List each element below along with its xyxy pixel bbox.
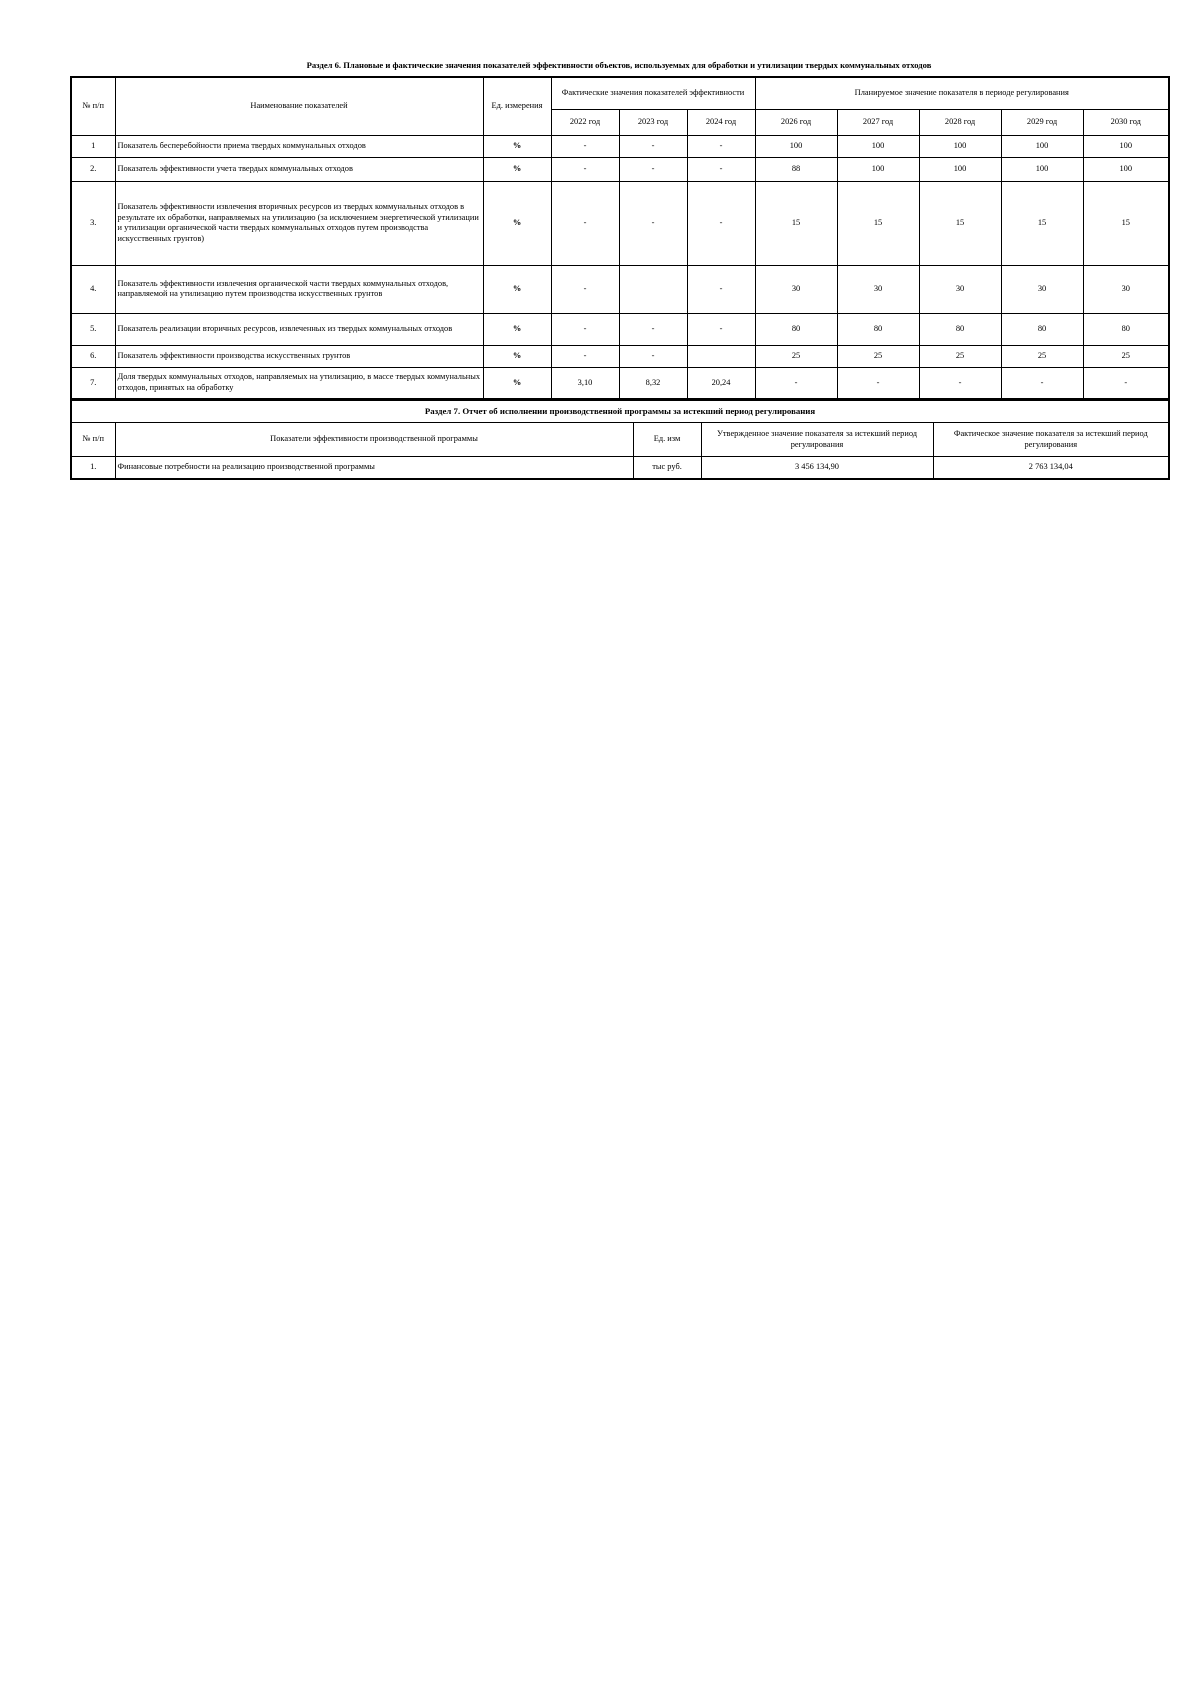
row-value xyxy=(687,345,755,367)
row-name: Финансовые потребности на реализацию производственной программы xyxy=(115,457,633,479)
row-value: - xyxy=(687,135,755,157)
header-actual: Фактическое значение показателя за истекший период регулирования xyxy=(933,423,1169,457)
row-value: - xyxy=(919,367,1001,399)
header-unit: Ед. изм xyxy=(633,423,701,457)
header-year: 2023 год xyxy=(619,109,687,135)
row-value: 100 xyxy=(755,135,837,157)
table-row xyxy=(71,265,1169,313)
row-value: 100 xyxy=(1001,135,1083,157)
row-value: 100 xyxy=(1083,157,1169,181)
row-value: 80 xyxy=(837,313,919,345)
row-unit: тыс руб. xyxy=(633,457,701,479)
row-value: 100 xyxy=(1001,157,1083,181)
row-name: Показатель эффективности производства искусственных грунтов xyxy=(115,345,483,367)
row-value: - xyxy=(551,313,619,345)
section7-title-row xyxy=(71,401,1169,423)
row-num: 1 xyxy=(71,135,115,157)
section7-title: Раздел 7. Отчет об исполнении производственной программы за истекший период регулирования xyxy=(71,401,1169,423)
section7-header-row xyxy=(71,423,1169,457)
row-value: - xyxy=(619,345,687,367)
row-num: 1. xyxy=(71,457,115,479)
row-value: - xyxy=(1083,367,1169,399)
row-value: - xyxy=(551,135,619,157)
row-value: - xyxy=(1001,367,1083,399)
row-value: 100 xyxy=(919,135,1001,157)
row-name: Показатель эффективности извлечения органической части твердых коммунальных отходов, направляемой на утилизацию путем производства искусственных грунтов xyxy=(115,265,483,313)
header-num: № п/п xyxy=(71,423,115,457)
row-num: 5. xyxy=(71,313,115,345)
row-value: - xyxy=(551,345,619,367)
row-num: 2. xyxy=(71,157,115,181)
header-year: 2026 год xyxy=(755,109,837,135)
row-num: 6. xyxy=(71,345,115,367)
row-name: Показатель бесперебойности приема твердых коммунальных отходов xyxy=(115,135,483,157)
row-value: 25 xyxy=(837,345,919,367)
row-value: 15 xyxy=(755,181,837,265)
row-value: - xyxy=(687,181,755,265)
document-page xyxy=(70,58,1168,480)
header-name: Наименование показателей xyxy=(115,77,483,135)
row-unit: % xyxy=(483,157,551,181)
row-num: 4. xyxy=(71,265,115,313)
row-value: 25 xyxy=(755,345,837,367)
row-value: 15 xyxy=(1001,181,1083,265)
table-row xyxy=(71,135,1169,157)
row-value: - xyxy=(687,157,755,181)
row-value: 100 xyxy=(837,135,919,157)
row-name: Показатель эффективности извлечения вторичных ресурсов из твердых коммунальных отходов в результате их обработки, направляемых на утилизацию (за исключением энергетической утилизации и утилизации органической части твердых коммунальных отходов путем производства искусственных грунтов) xyxy=(115,181,483,265)
row-value: - xyxy=(551,157,619,181)
row-value: 100 xyxy=(1083,135,1169,157)
table-row xyxy=(71,367,1169,399)
header-year: 2022 год xyxy=(551,109,619,135)
row-value: 30 xyxy=(755,265,837,313)
table-row xyxy=(71,181,1169,265)
row-value: 100 xyxy=(837,157,919,181)
header-year: 2028 год xyxy=(919,109,1001,135)
table-row xyxy=(71,157,1169,181)
row-value: 30 xyxy=(1001,265,1083,313)
header-unit: Ед. измерения xyxy=(483,77,551,135)
header-year: 2024 год xyxy=(687,109,755,135)
row-unit: % xyxy=(483,265,551,313)
header-fact-group: Фактические значения показателей эффективности xyxy=(551,77,755,109)
row-value: 20,24 xyxy=(687,367,755,399)
row-name: Доля твердых коммунальных отходов, направляемых на утилизацию, в массе твердых коммунальных отходов, принятых на обработку xyxy=(115,367,483,399)
section6-table xyxy=(70,76,1170,400)
row-value: 15 xyxy=(919,181,1001,265)
row-num: 7. xyxy=(71,367,115,399)
header-year: 2029 год xyxy=(1001,109,1083,135)
table-row xyxy=(71,313,1169,345)
row-value: 25 xyxy=(1083,345,1169,367)
row-name: Показатель реализации вторичных ресурсов, извлеченных из твердых коммунальных отходов xyxy=(115,313,483,345)
row-approved-value: 3 456 134,90 xyxy=(701,457,933,479)
row-value: - xyxy=(687,265,755,313)
section6-title: Раздел 6. Плановые и фактические значения показателей эффективности объектов, используемых для обработки и утилизации твердых коммунальных отходов xyxy=(306,60,932,70)
row-value: 80 xyxy=(755,313,837,345)
row-unit: % xyxy=(483,367,551,399)
table-row xyxy=(71,457,1169,479)
row-value: 30 xyxy=(919,265,1001,313)
row-value xyxy=(619,265,687,313)
row-value: 15 xyxy=(1083,181,1169,265)
row-num: 3. xyxy=(71,181,115,265)
row-value: 30 xyxy=(837,265,919,313)
row-value: - xyxy=(687,313,755,345)
row-value: 100 xyxy=(919,157,1001,181)
row-unit: % xyxy=(483,181,551,265)
row-value: 88 xyxy=(755,157,837,181)
header-year: 2027 год xyxy=(837,109,919,135)
header-name: Показатели эффективности производственной программы xyxy=(115,423,633,457)
row-value: - xyxy=(837,367,919,399)
row-value: 80 xyxy=(919,313,1001,345)
row-value: - xyxy=(551,265,619,313)
row-value: 3,10 xyxy=(551,367,619,399)
section7-table xyxy=(70,400,1170,480)
header-num: № п/п xyxy=(71,77,115,135)
header-plan-group: Планируемое значение показателя в периоде регулирования xyxy=(755,77,1169,109)
row-name: Показатель эффективности учета твердых коммунальных отходов xyxy=(115,157,483,181)
table-row xyxy=(71,345,1169,367)
section6-header-row xyxy=(71,77,1169,109)
row-value: 8,32 xyxy=(619,367,687,399)
row-value: - xyxy=(619,313,687,345)
row-value: - xyxy=(755,367,837,399)
header-year: 2030 год xyxy=(1083,109,1169,135)
row-value: - xyxy=(619,181,687,265)
row-value: 25 xyxy=(1001,345,1083,367)
row-value: 30 xyxy=(1083,265,1169,313)
row-value: 15 xyxy=(837,181,919,265)
row-value: - xyxy=(619,157,687,181)
row-value: - xyxy=(551,181,619,265)
row-value: - xyxy=(619,135,687,157)
row-value: 80 xyxy=(1083,313,1169,345)
row-unit: % xyxy=(483,135,551,157)
row-value: 80 xyxy=(1001,313,1083,345)
row-actual-value: 2 763 134,04 xyxy=(933,457,1169,479)
row-value: 25 xyxy=(919,345,1001,367)
header-approved: Утвержденное значение показателя за истекший период регулирования xyxy=(701,423,933,457)
row-unit: % xyxy=(483,345,551,367)
row-unit: % xyxy=(483,313,551,345)
